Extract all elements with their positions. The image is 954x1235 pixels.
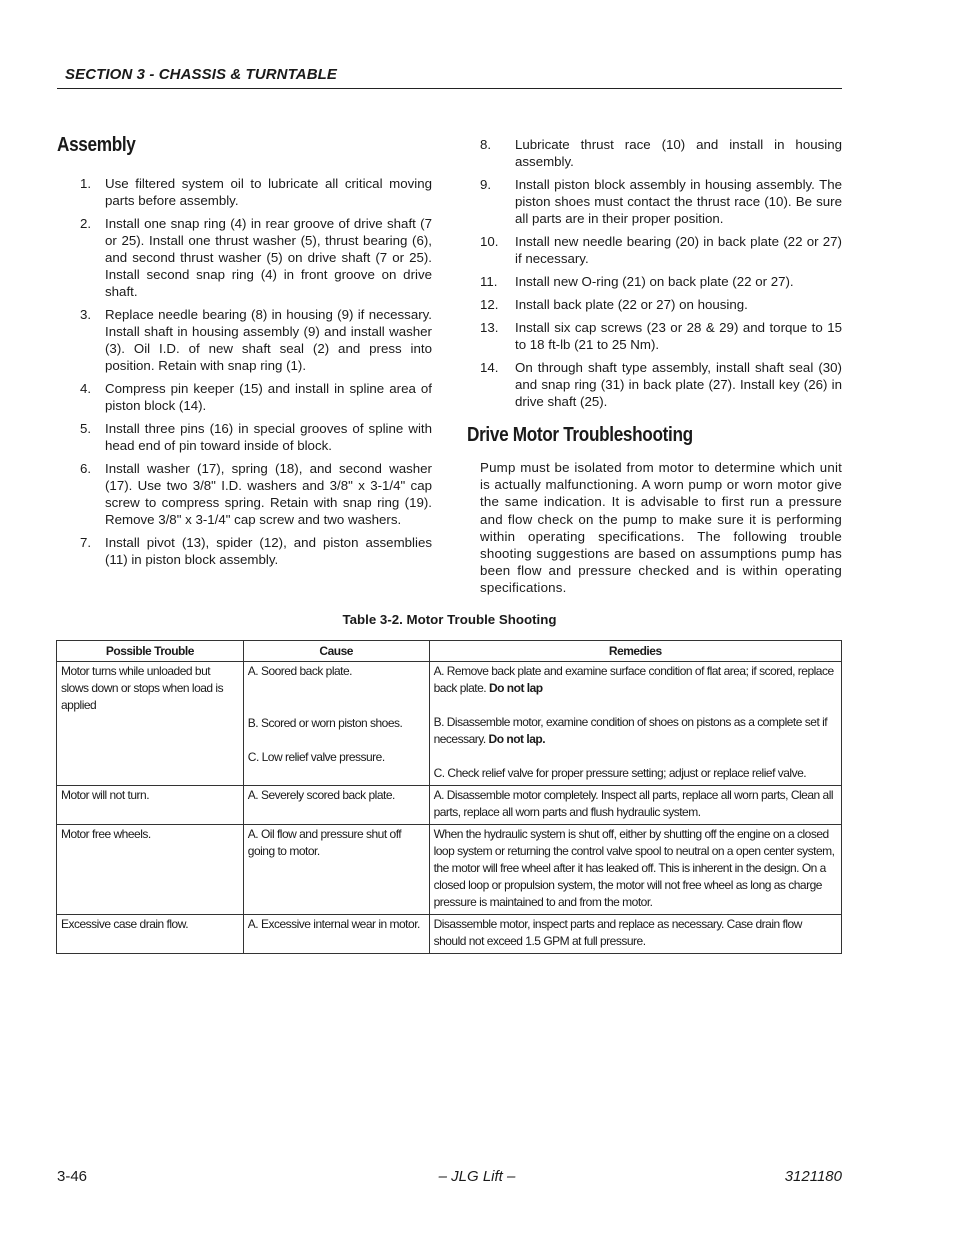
remedy-block xyxy=(434,663,837,697)
step-number: 4. xyxy=(80,381,92,396)
step-text: Install washer (17), spring (18), and second washer (17). Use two 3/8" I.D. washers and 3/8" x 3-1/4" cap screw to compress spring. Retain with snap ring (19). Remove 3/8" x 3-1/4" cap screw and two washers. xyxy=(105,461,432,527)
assembly-step xyxy=(80,460,432,528)
remedy-cell xyxy=(429,915,841,954)
remedy-text: When the hydraulic system is shut off, either by shutting off the engine on a closed loop system or returning the control valve spool to neutral on a open center system, the motor will free wheel after it has leaked off. This is inherent in the design. On a closed loop or propulsion system, the motor will not free wheel as long as charge pressure is maintained to and from the motor. xyxy=(433,827,835,909)
assembly-step xyxy=(480,176,842,227)
troubleshooting-heading: Drive Motor Troubleshooting xyxy=(467,424,693,446)
remedy-block xyxy=(434,826,837,911)
assembly-step xyxy=(480,233,842,267)
step-text: Install piston block assembly in housing assembly. The piston shoes must contact the thrust race (10). Be sure all parts are in their proper position. xyxy=(515,177,842,226)
step-number: 9. xyxy=(480,177,492,192)
assembly-step xyxy=(80,380,432,414)
remedy-cell xyxy=(429,662,841,786)
cause-text: A. Severely scored back plate. xyxy=(247,788,395,802)
remedy-text: A. Remove back plate and examine surface condition of flat area; if scored, replace back plate. xyxy=(433,664,834,695)
step-number: 3. xyxy=(80,307,92,322)
remedy-cell xyxy=(429,786,841,825)
section-header xyxy=(57,64,842,89)
footer-center: – JLG Lift – xyxy=(438,1168,516,1185)
doc-number: 3121180 xyxy=(784,1168,842,1185)
remedy-warning: Do not lap xyxy=(488,681,543,695)
table-row xyxy=(57,915,842,954)
header-cause: Cause xyxy=(243,641,429,662)
cause-cell xyxy=(243,825,429,915)
assembly-steps-right xyxy=(480,136,842,416)
section-title: SECTION 3 - CHASSIS & TURNTABLE xyxy=(65,66,338,83)
cause-cell xyxy=(243,786,429,825)
remedy-text: Disassemble motor, inspect parts and replace as necessary. Case drain flow should not exceed 1.5 GPM at full pressure. xyxy=(433,917,802,948)
step-number: 14. xyxy=(480,360,499,375)
remedy-text: A. Disassemble motor completely. Inspect all parts, replace all worn parts, Clean all parts, replace all worn parts and flush hydraulic system. xyxy=(433,788,834,819)
step-number: 8. xyxy=(480,137,492,152)
troubleshooting-paragraph: Pump must be isolated from motor to determine which unit is actually malfunctioning. A worn pump or worn motor give the same indication. It is advisable to first run a pressure and flow check on the pump to make sure it is performing within operating specifications. The following trouble shooting suggestions are based on assumptions pump has been flow and pressure checked and is within operating specifications. xyxy=(480,460,842,596)
step-text: Install one snap ring (4) in rear groove of drive shaft (7 or 25). Install one thrust washer (5), thrust bearing (6), and second thrust washer (5) on drive shaft (7 or 25). Install second snap ring (4) in front groove on drive shaft. xyxy=(105,216,432,299)
assembly-step xyxy=(80,306,432,374)
step-number: 12. xyxy=(480,297,499,312)
assembly-heading: Assembly xyxy=(57,134,136,156)
step-number: 10. xyxy=(480,234,499,249)
step-text: Install back plate (22 or 27) on housing. xyxy=(515,297,748,312)
step-number: 7. xyxy=(80,535,92,550)
header-possible-trouble: Possible Trouble xyxy=(57,641,244,662)
step-number: 11. xyxy=(480,274,498,289)
step-number: 1. xyxy=(80,176,92,191)
cause-cell xyxy=(243,915,429,954)
table-caption: Table 3-2. Motor Trouble Shooting xyxy=(342,612,557,627)
assembly-step xyxy=(480,359,842,410)
trouble-cell: Motor will not turn. xyxy=(57,786,244,825)
remedy-block xyxy=(434,787,837,821)
step-text: Install new O-ring (21) on back plate (22 or 27). xyxy=(515,274,794,289)
assembly-step xyxy=(80,175,432,209)
step-number: 2. xyxy=(80,216,92,231)
assembly-step xyxy=(80,420,432,454)
step-text: Use filtered system oil to lubricate all critical moving parts before assembly. xyxy=(105,176,432,208)
remedy-block xyxy=(434,714,837,748)
table-row xyxy=(57,786,842,825)
step-text: Compress pin keeper (15) and install in spline area of piston block (14). xyxy=(105,381,432,413)
remedy-block xyxy=(434,916,837,950)
cause-text: B. Scored or worn piston shoes. xyxy=(247,716,403,730)
remedy-warning: Do not lap. xyxy=(488,732,546,746)
step-text: Install six cap screws (23 or 28 & 29) and torque to 15 to 18 ft-lb (21 to 25 Nm). xyxy=(515,320,842,352)
trouble-cell: Excessive case drain flow. xyxy=(57,915,244,954)
table-row xyxy=(57,825,842,915)
assembly-step xyxy=(480,273,842,290)
step-text: Install new needle bearing (20) in back plate (22 or 27) if necessary. xyxy=(515,234,842,266)
cause-text: C. Low relief valve pressure. xyxy=(247,750,385,764)
table-row xyxy=(57,662,842,786)
cause-text: A. Soored back plate. xyxy=(247,664,353,678)
assembly-steps-left xyxy=(80,175,432,574)
step-number: 6. xyxy=(80,461,92,476)
assembly-step xyxy=(480,136,842,170)
step-number: 5. xyxy=(80,421,92,436)
assembly-step xyxy=(480,319,842,353)
table-header-row xyxy=(57,641,842,662)
remedy-cell xyxy=(429,825,841,915)
step-number: 13. xyxy=(480,320,499,335)
assembly-step xyxy=(480,296,842,313)
assembly-step xyxy=(80,215,432,300)
remedy-block xyxy=(434,765,837,782)
step-text: Install three pins (16) in special grooves of spline with head end of pin toward inside of block. xyxy=(105,421,432,453)
trouble-cell: Motor free wheels. xyxy=(57,825,244,915)
step-text: Install pivot (13), spider (12), and piston assemblies (11) in piston block assembly. xyxy=(105,535,432,567)
page-number: 3-46 xyxy=(57,1168,88,1185)
trouble-cell: Motor turns while unloaded but slows down or stops when load is applied xyxy=(57,662,244,786)
remedy-text: C. Check relief valve for proper pressure setting; adjust or replace relief valve. xyxy=(433,766,807,780)
step-text: On through shaft type assembly, install shaft seal (30) and snap ring (31) in back plate (27). Install key (26) in drive shaft (25). xyxy=(515,360,842,409)
header-remedies: Remedies xyxy=(429,641,841,662)
cause-cell xyxy=(243,662,429,786)
cause-text: A. Oil flow and pressure shut off going to motor. xyxy=(247,827,402,858)
step-text: Replace needle bearing (8) in housing (9) if necessary. Install shaft in housing assembly (9) and install washer (3). Oil I.D. of new shaft seal (2) and press into position. Retain with snap ring (1). xyxy=(105,307,432,373)
remedy-text: B. Disassemble motor, examine condition of shoes on pistons as a complete set if necessary. xyxy=(433,715,828,746)
cause-text: A. Excessive internal wear in motor. xyxy=(247,917,420,931)
step-text: Lubricate thrust race (10) and install in housing assembly. xyxy=(515,137,842,169)
motor-trouble-table xyxy=(56,640,842,954)
assembly-step xyxy=(80,534,432,568)
